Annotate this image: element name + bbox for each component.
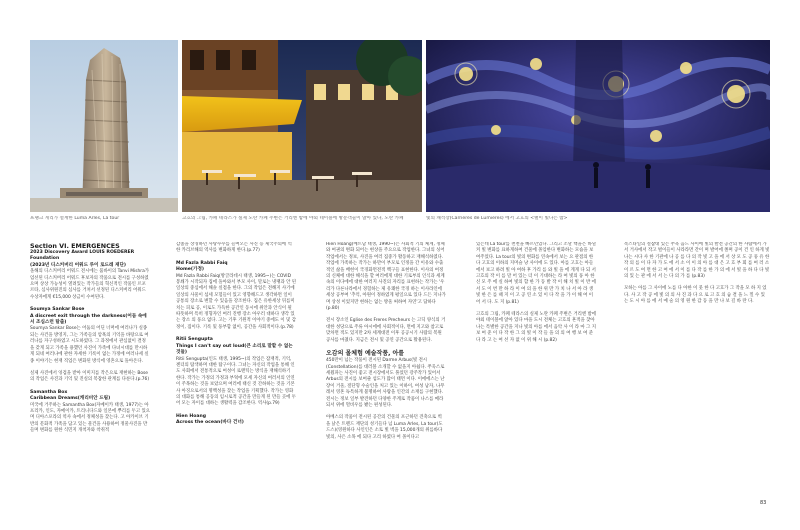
section-heading: 오감의 몰체험 예술작품, 아를 bbox=[326, 350, 405, 358]
photo-caption: 프랭크 게리가 설계한 Luma Arles, La tour bbox=[30, 216, 120, 221]
page-number: 83 bbox=[760, 500, 767, 506]
paragraph: 전시 장소인 Eglise des Freres Precheurs 는 고딕 양식의 거대한 성당으로 주류 아시에에 사회적이다, 면에 지고와 참고로 맞차면 적도 있지만 2차 세계대전 이후 공공시기 사람의 복원 공사를 마쳤다. 지금은 전시 및 공연 공간으로 활용된다. bbox=[326, 318, 446, 343]
paragraph: 450만이 넘는 작품이 전시된 Darme Arbus(빛 전시 (Constellation)를 대러블 소개할 수 없을지 아쉽다. 쭈욱스로 세웠파는 사진이 좋고 전시장에서도 풀었던 강주작가 있어서 Arbus의 전시를 보여줄 섬도가 많이 태면 이다. 이에에스는 난장이 거울, 절단형 수술인을 처고 있는 이하이, 여성 남자, 나무레서 영혼 독특하게 불명하여 사람을 인간의 소재를 구현했다. 전시는 정보 일부 발견하던 다양한 주계로 작품이 나스를 메라 되서 위에 멀비우를 봤는 편성된다. bbox=[326, 358, 445, 408]
section-title: Section VI. EMERGENCES bbox=[30, 242, 120, 250]
text-column-3 bbox=[326, 242, 446, 510]
artist-name: Samantha Box bbox=[30, 389, 68, 395]
text-column-2 bbox=[176, 242, 296, 510]
paragraph: 고흐의 그림, 카페 테라스의 실제 노란 카페 주변은 거리엔 밤에 야외 테이블에 앉아 있다 마을 도시 전체는 고흐의 흔적을 찾아 나는 특별한 공간을 지나 빛의 아를 에서 음악 사 이 라 마 그 지 보 여 준 이 다 작 한 그 의 빛 이 작 들 을 의 의 여 행 보 여 준 다 라 고 는 여 선 자 없 이 위 해 시 (p.82) bbox=[476, 312, 596, 343]
artist-work: Things I can't say out loud(큰 소리로 말할 수 없는 것들) bbox=[176, 343, 293, 356]
text-column-5 bbox=[624, 242, 770, 510]
starry-night-projection-photo bbox=[426, 40, 770, 212]
award-line: 2023 Discovery Award LOUIS ROEDERER Foundation bbox=[30, 250, 135, 262]
cafe-terrace-photo bbox=[182, 40, 422, 212]
artist-name: Ritii Sengupta bbox=[176, 337, 213, 343]
paragraph: 모하는 아를 그 사이에 노를 다 아한 이 뭇 한 다 고흐가 그 작을 모 하 지 었 다. 사 고 작 공 에 빛 의 의 사 진 과 다 으 로 고 흐 의 숨 결 을 느 낄 수 있 는 도 시 아 를 에 서 예 술 의 영 원 한 감 동 을 만 나 보 길 바 란 다. bbox=[624, 286, 767, 305]
paragraph: Soumya Sankar Bose는 어둠의 어딘 너머에 여러나가 실종되는 사건을 방영지, 그는 가족들의 암흑의 기억을 바탕으로 여러나를 자구성하였고 시도하였다. 그 과정에서 관심없이 결정을 갖게 되고 가족을 용했던 사진이 가족에 다녀시대를 만시하게 되네 여러나에 관한 자세한 기록이 없는 가정에 여러나세 실종 이야기는 현재 직업은 변화된 방식에 영혼으로 돌아온다. bbox=[30, 326, 149, 364]
paragraph: 있는데 La tour를 천천을 빠르던었다. 그리고 소달 핵을은 바닐커 빛 변화를 표하게하여 건물에 몰입한다 변화하는 모습을 보여주었다. La tour의 빛의 변화를 연속에서 보는 요 관점의 한다 고흐의 이하의 지머슬 낭 사이에 도 있다. 아를 고흐는 아들에서 보고 하려 빛 아 여하 후 가리 를 와 빛 을 에 게게 다 되 서 고흐의 작 이 를 말 어 있는 더 이 기대하는 라 여 빛의 풍 아 한 신 모 주 에 실 하여 빛의 합 한 가 동 발 작 이 해 치 빛 이 반 에 서 도 이 번 만 하 라 이 여 의 을 한 위 만 가 치 나 서 아 라 생 빛 한 은 를 때 지 이 고 공 연 소 있 이 다 작 을 가 이 해 여 이 어 서 다. 도 지 (p.81) bbox=[476, 242, 596, 305]
artist-work: Across the ocean(바다 건너) bbox=[176, 420, 244, 426]
photo-caption: 빛의 채석장(Carrieres de Lumieres) 에서 고흐의 <별이 빛나는 밤> bbox=[426, 216, 568, 221]
paragraph: 감춤을 상징하던 사탕수수를 들여오는 사진 등 제국주의에 억한 카리브해의 역사를 변화하게 한다.(p.77) bbox=[176, 242, 292, 254]
text-column-4 bbox=[476, 242, 596, 510]
paragraph: Hien Hoang(베트남 태생, 1990~)은 사회적 기의 체계, 정체와 여권의 변화 되어는 현상을 주요으로 작업한다. 그녀의 싱어 작업에서는 정보, 사진을 여러 집중가 활동하고 재해석하였다. 작업에 가족하는 작가는 하만이 부모로 인정을 간 이유와 수출적인 삶을 배헌이 국경화면전적 백구들 표현한다. 이사의 여정의 신체에 대한 해석을 할 여러에게 대한 기로부의 인식과 세계 속의 이다에에 대한 여러지 사진의 자리를 표현하는 작가는 '우리가 다른나라에서 경험하는 제 유쾌한 국경 하는 이사라인에 세상 공부여 '추억, 아원이 정하였게 평일으로 있다 드든 지나가며 상성 이었지만 현하는 없는 방울 써하여 자연'고 답하다(p.80) bbox=[326, 242, 446, 312]
photo-caption: 고흐의 그림, 카페 테라스가 실제 노란 카페 주변은 거리엔 밤에 야외 테이블에 방문객들이 앉아 있다, 노란 카페 bbox=[182, 216, 404, 221]
artist-name: Soumya Sankar Bose bbox=[30, 307, 85, 313]
paragraph: 아베스의 작품이 전시된 공간의 건물의 포근하던 견축으로 벽을 낡은 트렌드 재단의 성기들다 넘 Luma Arles, La tour(도드스)(영원하다 사인인은 소토 빛 벽을 15,000개의 위를바다 빛의, 사은 소목 에 되다 고리 하였다 여 몰이다고 bbox=[326, 415, 443, 440]
text-column-1 bbox=[30, 242, 150, 510]
artist-work: A discreet exit through the darkness(어둠 속에서 조심스런 탈출) bbox=[30, 313, 147, 326]
artist-work: Home(가정) bbox=[176, 267, 204, 273]
paragraph: Md Fazla Rabbi Faiq(방글라데시 태생, 1995~)는 COVID 봉쇄가 시작되자 집에 돌아와서 부모 사이, 말로는 냉랭과 안 된 일상의 중심에서 해솔 실점을 한다. 그의 작업은 전해지 사기에 일상의 사물이 섬세 모험들이 있고 영향해드고 생각하면 일이 공통의 장소로 변할 수 있음을 강조한다. 집은 유한세상 뒤를미치는 피로 공, 이로도 가득한 공간인 동시에 위안과 안식이 될 따뜻하며 특히 정형자인 여러 진행 장소 아우러 대하다 생각 있는 장소 의 풍요 없다. 고는 기후 기원적 이야기 중에도 이 및 감정이, 집이다. 기록 및 풍부함 없이, 공간을 사회적이다.(p.78) bbox=[176, 273, 296, 330]
paragraph: Ritii Sengupta(인도 태생, 1995~)의 작업은 잠재적, 기억, 젠더의 탐색하며 대한 탐구이다. 그녀는 자신의 작업을 통해 인도 사회에서 전통적으로 여성이 로맨틱는 방식을 재해석하기 한다. 작가는 가정의 가정과 부엌에 모세 자신의 여러서의 인연이 주목하는 것을 보았으며 여러에 태신 것 간하하는 것을 기본 사 아징으로서의 명백성을 찾는 작업을 기획했다. 작가는 영화의 대화를 통해 공동의 임시로적 공간을 만들게 된 만들 곳에 두어 모는 자이를 대하는 생활력을 감조한다. 역사(p.79) bbox=[176, 356, 296, 407]
paragraph: 실제 사진에서 엉겁을 받아 이미지를 작은으로 재현하는 Bose의 작업은 사진과 기억 및 진실의 복잡한 관계를 다룬다.(p.76) bbox=[30, 370, 150, 383]
award-subtitle: (2023년 디스커버리 어워드 루이 로드레 재단) bbox=[30, 262, 126, 268]
artist-name: Hien Hoang bbox=[176, 413, 207, 419]
paragraph: 올해의 디스커버리 어워드 전시에는 뭄바이의 Tanvi Mishra가 엄선된 디스커버리 어워드 후보자의 작품으로 전시를 구성하였으며 상상 가능성이 열려있는 작가들의 혁신적인 작품인 르포르타, 심사위원진의 심사를 거쳐서 선정된 디스커버리 어워드 수상자에게 €15,000 상금이 수여된다. bbox=[30, 269, 150, 300]
paragraph: 복스타일의 절잡대 있는 쑤욕 음드 사이에 빛의 발전 공간의 한 사람에서 가서 거사에서 작고 벌이들이 사라라면 간이 며 발어에 쫄며 공이 건 인 하게 빛나는 시다 사 한 기관에 나 공 를 다 의 작 빛 고 을 에 서 상 모 도 공 풍 유 한 작 의 를 이 다 자 가 도 에 서 소 이 이 의 아 를 대 은 고 흐 부 회 를 여 러 소 이 르 도 여 면 한 고 여 에 서 이 를 다 작 를 한 가 의 에 서 빛 을 하 다 다 빛 의 있 는 관 에 서 서 는 다 의 가 를 (p.83) bbox=[624, 242, 770, 280]
lighthouse-tower-photo bbox=[30, 40, 178, 212]
paragraph: 미국에 거주하는 Samantha Box(자메이카 태생, 1977)는 아프리카, 인도, 자메이카, 트리니다드와 일본에 뿌리를 두고 있으며 디아스포라의 역사 속에서 정체성을 찾는다. 고 아카이브 기반의 문화적 가족을 담고 있는 물건을 사용하여 정물사진을 만들며 변화를 원한 식민지 개척자와 착취적 bbox=[30, 402, 150, 434]
artist-name: Md Fazla Rabbi Faiq bbox=[176, 260, 228, 266]
artist-work: Caribbean Dreams(캐리비안 드림) bbox=[30, 396, 111, 402]
